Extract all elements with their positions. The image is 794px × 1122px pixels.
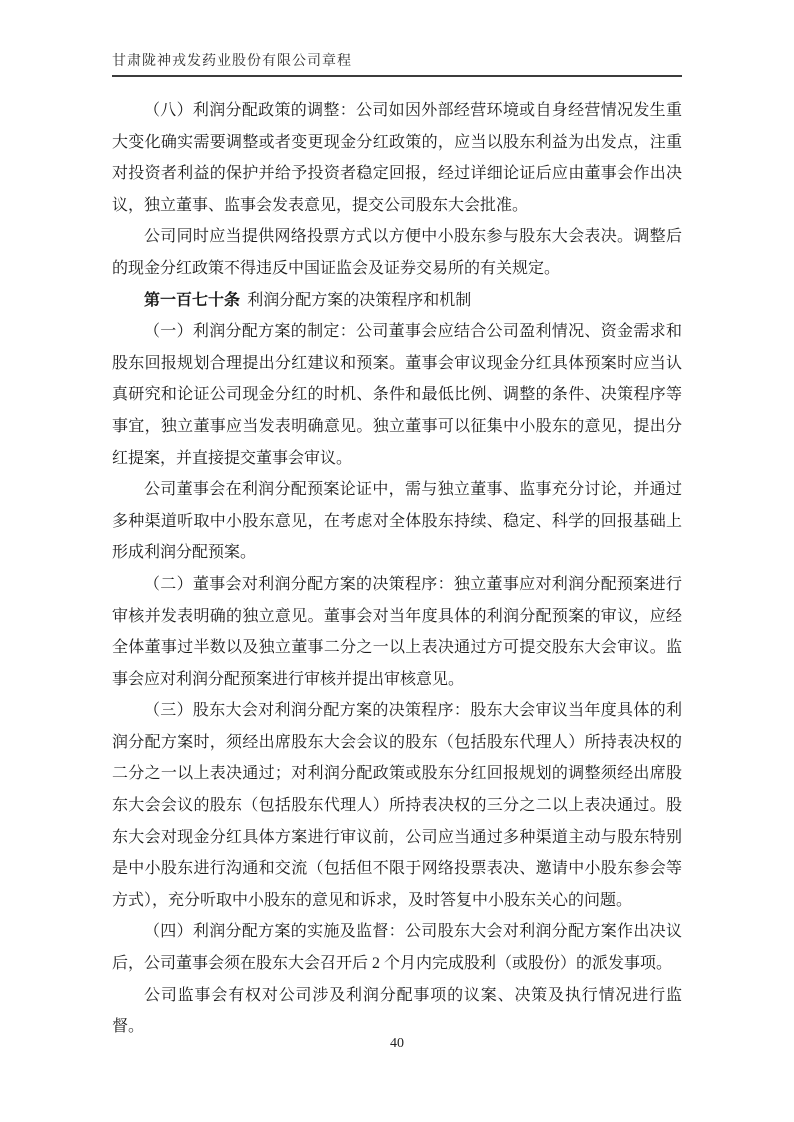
- paragraph-1-formulation: （一）利润分配方案的制定：公司董事会应结合公司盈利情况、资金需求和股东回报规划合理提出分红建议和预案。董事会审议现金分红具体预案时应当认真研究和论证公司现金分红的时机、条件和最低比例、调整的条件、决策程序等事宜，独立董事应当发表明确意见。独立董事可以征集中小股东的意见，提出分红提案，并直接提交董事会审议。: [112, 323, 682, 467]
- page-number: 40: [390, 1036, 404, 1051]
- paragraph-2-board-procedure: （二）董事会对利润分配方案的决策程序：独立董事应对利润分配预案进行审核并发表明确的独立意见。董事会对当年度具体的利润分配预案的审议，应经全体董事过半数以及独立董事二分之一以上表决通过方可提交股东大会审议。监事会应对利润分配预案进行审核并提出审核意见。: [112, 575, 682, 688]
- page-footer: [0, 1034, 794, 1054]
- paragraph-board-discussion: 公司董事会在利润分配预案论证中，需与独立董事、监事充分讨论，并通过多种渠道听取中小股东意见，在考虑对全体股东持续、稳定、科学的回报基础上形成利润分配预案。: [112, 481, 682, 562]
- article-title: 利润分配方案的决策程序和机制: [247, 291, 472, 309]
- page-header: [112, 52, 682, 77]
- paragraph-online-voting: 公司同时应当提供网络投票方式以方便中小股东参与股东大会表决。调整后的现金分红政策不得违反中国证监会及证券交易所的有关规定。: [112, 228, 682, 277]
- header-title: 甘肃陇神戎发药业股份有限公司章程: [112, 52, 682, 77]
- article-heading: [112, 285, 682, 317]
- document-body: [112, 95, 682, 1043]
- article-number: 第一百七十条: [144, 291, 241, 309]
- paragraph-3-shareholders-meeting-procedure: （三）股东大会对利润分配方案的决策程序：股东大会审议当年度具体的利润分配方案时，须经出席股东大会会议的股东（包括股东代理人）所持表决权的二分之一以上表决通过；对利润分配政策或股东分红回报规划的调整须经出席股东大会会议的股东（包括股东代理人）所持表决权的三分之二以上表决通过。股东大会对现金分红具体方案进行审议前，公司应当通过多种渠道主动与股东特别是中小股东进行沟通和交流（包括但不限于网络投票表决、邀请中小股东参会等方式），充分听取中小股东的意见和诉求，及时答复中小股东关心的问题。: [112, 702, 682, 909]
- paragraph-8-adjustment: （八）利润分配政策的调整：公司如因外部经营环境或自身经营情况发生重大变化确实需要调整或者变更现金分红政策的，应当以股东利益为出发点，注重对投资者利益的保护并给予投资者稳定回报，经过详细论证后应由董事会作出决议，独立董事、监事会发表意见，提交公司股东大会批准。: [112, 102, 682, 214]
- paragraph-supervisory-board: 公司监事会有权对公司涉及利润分配事项的议案、决策及执行情况进行监督。: [112, 986, 682, 1036]
- paragraph-4-implementation-supervision: （四）利润分配方案的实施及监督：公司股东大会对利润分配方案作出决议后，公司董事会须在股东大会召开后 2 个月内完成股利（或股份）的派发事项。: [112, 923, 682, 973]
